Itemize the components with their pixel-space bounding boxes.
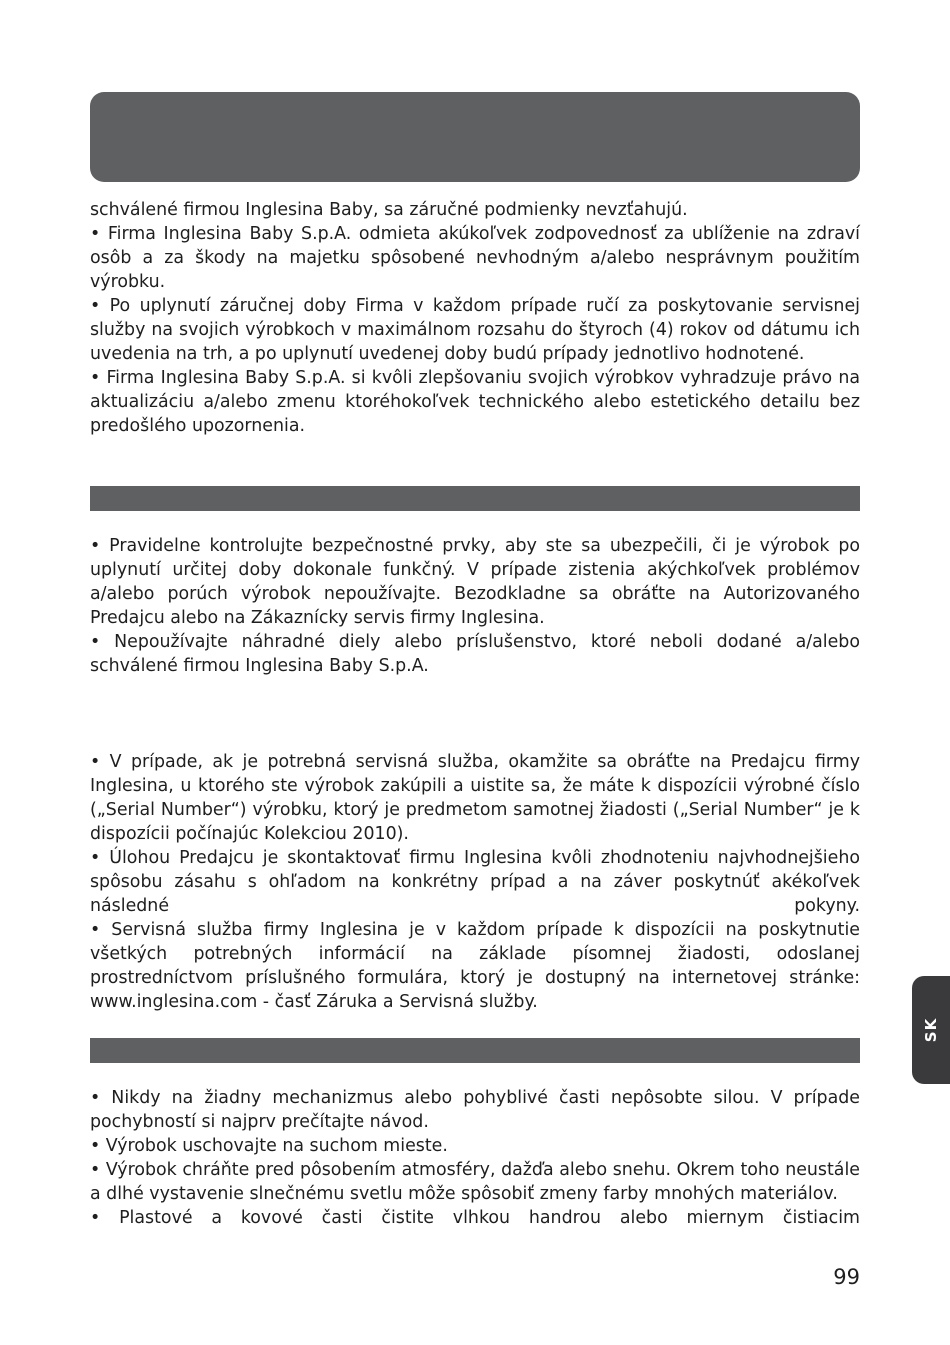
paragraph: • Výrobok chráňte pred pôsobením atmosféry, dažďa alebo snehu. Okrem toho neustále a dlhé vystavenie slnečnému svetlu môže spôsobiť zmeny farby mnohých materiálov.	[90, 1160, 860, 1204]
language-tab	[912, 976, 950, 1084]
paragraph: • Po uplynutí záručnej doby Firma v každom prípade ručí za poskytovanie servisnej služby na svojich výrobkoch v maximálnom rozsahu do štyroch (4) rokov od dátumu ich uvedenia na trh, a po uplynutí uvedenej doby budú prípady jednotlivo hodnotené.	[90, 296, 860, 364]
section-divider-care	[90, 1038, 860, 1063]
language-tab-label: SK	[922, 1017, 940, 1043]
paragraph: • V prípade, ak je potrebná servisná služba, okamžite sa obráťte na Predajcu firmy Inglesina, u ktorého ste výrobok zakúpili a uistite sa, že máte k dispozícii výrobné číslo („Serial Number“) výrobku, ktorý je predmetom samotnej žiadosti („Serial Number“ je k dispozícii počínajúc Kolekciou 2010).	[90, 752, 860, 844]
paragraph: • Úlohou Predajcu je skontaktovať firmu Inglesina kvôli zhodnoteniu najvhodnejšieho spôsobu zásahu s ohľadom na konkrétny prípad a na záver poskytnúť akékoľvek následné pokyny.	[90, 848, 860, 916]
paragraph: • Firma Inglesina Baby S.p.A. si kvôli zlepšovaniu svojich výrobkov vyhradzuje právo na aktualizáciu a/alebo zmenu ktoréhokoľvek technického alebo estetického detailu bez predošlého upozornenia.	[90, 368, 860, 436]
section-divider-maintenance	[90, 486, 860, 511]
paragraph: • Plastové a kovové časti čistite vlhkou handrou alebo miernym čistiacim	[90, 1208, 860, 1228]
care-text-block	[90, 1086, 860, 1230]
safety-check-text-block	[90, 534, 860, 678]
service-text-block	[90, 750, 860, 1014]
header-banner	[90, 92, 860, 182]
paragraph: • Nikdy na žiadny mechanizmus alebo pohyblivé časti nepôsobte silou. V prípade pochybností si najprv prečítajte návod.	[90, 1088, 860, 1132]
page-number: 99	[833, 1265, 860, 1289]
paragraph: • Firma Inglesina Baby S.p.A. odmieta akúkoľvek zodpovednosť za ublíženie na zdraví osôb a za škody na majetku spôsobené nevhodným a/alebo nesprávnym použitím výrobku.	[90, 224, 860, 292]
paragraph: • Servisná služba firmy Inglesina je v každom prípade k dispozícii na poskytnutie všetkých potrebných informácií na základe písomnej žiadosti, odoslanej prostredníctvom príslušného formulára, ktorý je dostupný na internetovej stránke: www.inglesina.com - časť Záruka a Servisná služby.	[90, 920, 860, 1012]
paragraph: schválené firmou Inglesina Baby, sa záručné podmienky nevzťahujú.	[90, 200, 688, 220]
paragraph: • Výrobok uschovajte na suchom mieste.	[90, 1136, 448, 1156]
paragraph: • Pravidelne kontrolujte bezpečnostné prvky, aby ste sa ubezpečili, či je výrobok po uplynutí určitej doby dokonale funkčný. V prípade zistenia akýchkoľvek problémov a/alebo porúch výrobok nepoužívajte. Bezodkladne sa obráťte na Autorizovaného Predajcu alebo na Zákaznícky servis firmy Inglesina.	[90, 536, 860, 628]
warranty-text-block	[90, 198, 860, 438]
paragraph: • Nepoužívajte náhradné diely alebo príslušenstvo, ktoré neboli dodané a/alebo schválené firmou Inglesina Baby S.p.A.	[90, 632, 860, 676]
